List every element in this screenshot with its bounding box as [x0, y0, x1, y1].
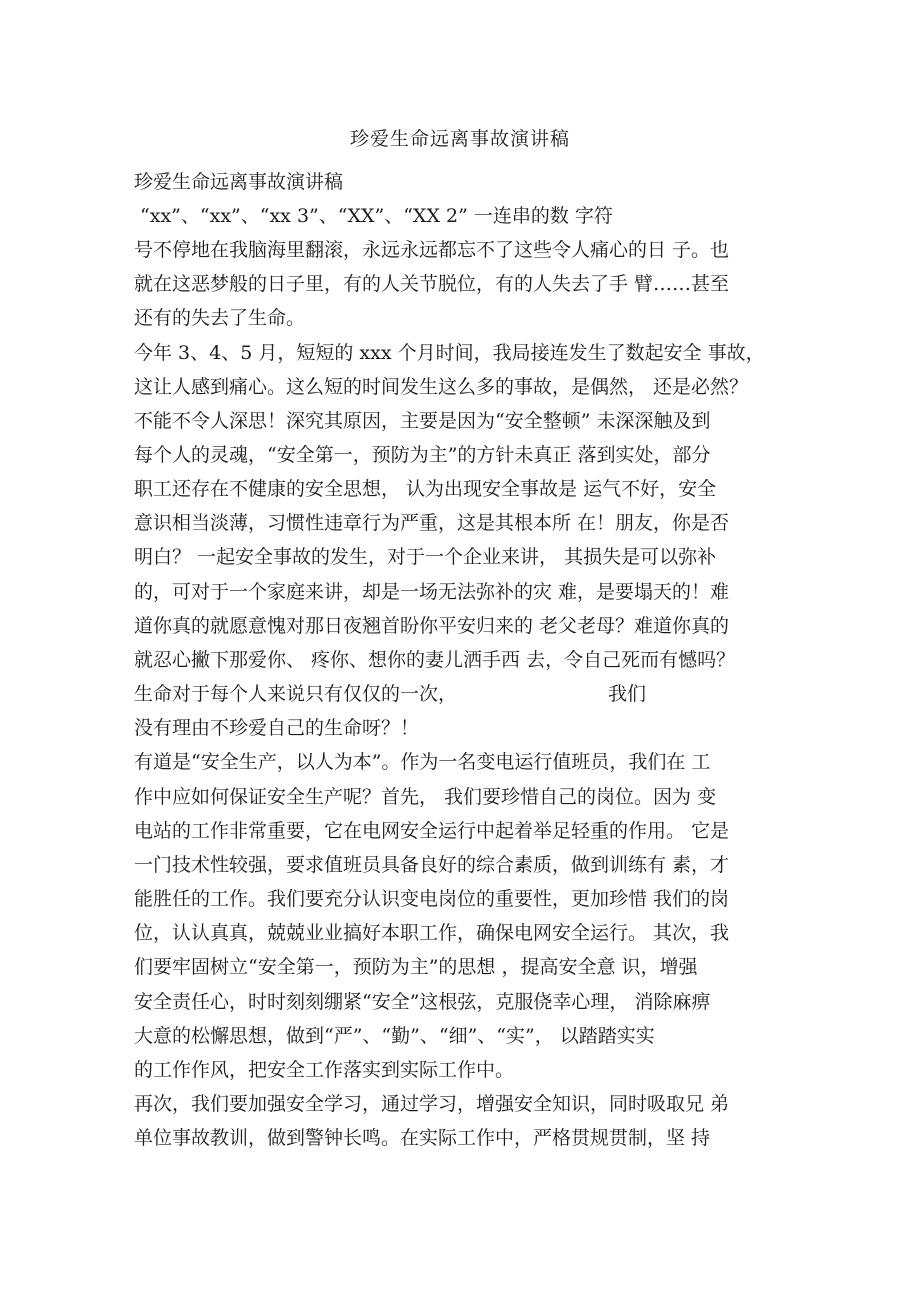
body-line: 道你真的就愿意愧对那日夜翘首盼你平安归来的 老父老母？难道你真的 [134, 615, 730, 637]
body-line: 就在这恶梦般的日子里，有的人关节脱位，有的人失去了手 臂……甚至 [134, 273, 730, 295]
body-line: 号不停地在我脑海里翻滚，永远永远都忘不了这些令人痛心的日 子。也 [134, 239, 730, 261]
body-line: 职工还存在不健康的安全思想， 认为出现安全事故是 运气不好，安全 [134, 478, 717, 500]
body-line: 生命对于每个人来说只有仅仅的一次， 我们 [134, 683, 646, 705]
body-line: 们要牢固树立“安全第一，预防为主”的思想 ，提高安全意 识，增强 [134, 956, 698, 978]
body-line: 每个人的灵魂，“安全第一，预防为主”的方针未真正 落到实处，部分 [134, 444, 711, 466]
body-line: 一门技术性较强，要求值班员具备良好的综合素质，做到训练有 素，才 [134, 854, 730, 876]
body-line: 没有理由不珍爱自己的生命呀？！ [134, 717, 420, 739]
body-line: 今年 3、4、5 月，短短的 xxx 个月时间，我局接连发生了数起安全 事故， [134, 342, 765, 364]
body-line: 不能不令人深思！深究其原因，主要是因为“安全整顿” 未深深触及到 [134, 410, 711, 432]
body-line: 还有的失去了生命。 [134, 307, 306, 329]
body-line: 明白？ 一起安全事故的发生，对于一个企业来讲， 其损失是可以弥补 [134, 546, 717, 568]
body-line: 意识相当淡薄，习惯性违章行为严重，这是其根本所 在！朋友，你是否 [134, 512, 730, 534]
body-line: 单位事故教训，做到警钟长鸣。在实际工作中，严格贯规贯制，坚 持 [134, 1127, 711, 1149]
body-line: 作中应如何保证安全生产呢？首先， 我们要珍惜自己的岗位。因为 变 [134, 786, 717, 808]
body-line: 的，可对于一个家庭来讲，却是一场无法弥补的灾 难，是要塌天的！难 [134, 581, 730, 603]
document-title: 珍爱生命远离事故演讲稿 [349, 128, 570, 150]
body-line: 的工作作风，把安全工作落实到实际工作中。 [134, 1059, 515, 1081]
body-line: 这让人感到痛心。这么短的时间发生这么多的事故，是偶然， 还是必然？ [134, 376, 749, 398]
body-line: 大意的松懈思想，做到“严”、“勤”、“细”、“实”， 以踏踏实实 [134, 1025, 655, 1047]
body-line: “xx”、“xx”、“xx 3”、“XX”、“XX 2” 一连串的数 字符 [134, 205, 613, 227]
subtitle-line: 珍爱生命远离事故演讲稿 [134, 171, 344, 193]
body-line: 电站的工作非常重要，它在电网安全运行中起着举足轻重的作用。 它是 [134, 820, 730, 842]
body-line: 安全责任心，时时刻刻绷紧“安全”这根弦，克服侥幸心理， 消除麻痹 [134, 991, 711, 1013]
body-line: 有道是“安全生产，以人为本”。作为一名变电运行值班员，我们在 工 [134, 751, 711, 773]
body-line: 再次，我们要加强安全学习，通过学习，增强安全知识，同时吸取兄 弟 [134, 1093, 730, 1115]
body-line: 能胜任的工作。我们要充分认识变电岗位的重要性，更加珍惜 我们的岗 [134, 888, 730, 910]
body-line: 位，认认真真，兢兢业业搞好本职工作，确保电网安全运行。 其次，我 [134, 922, 730, 944]
body-line: 就忍心撇下那爱你、 疼你、想你的妻儿洒手西 去，令自己死而有憾吗？ [134, 649, 736, 671]
